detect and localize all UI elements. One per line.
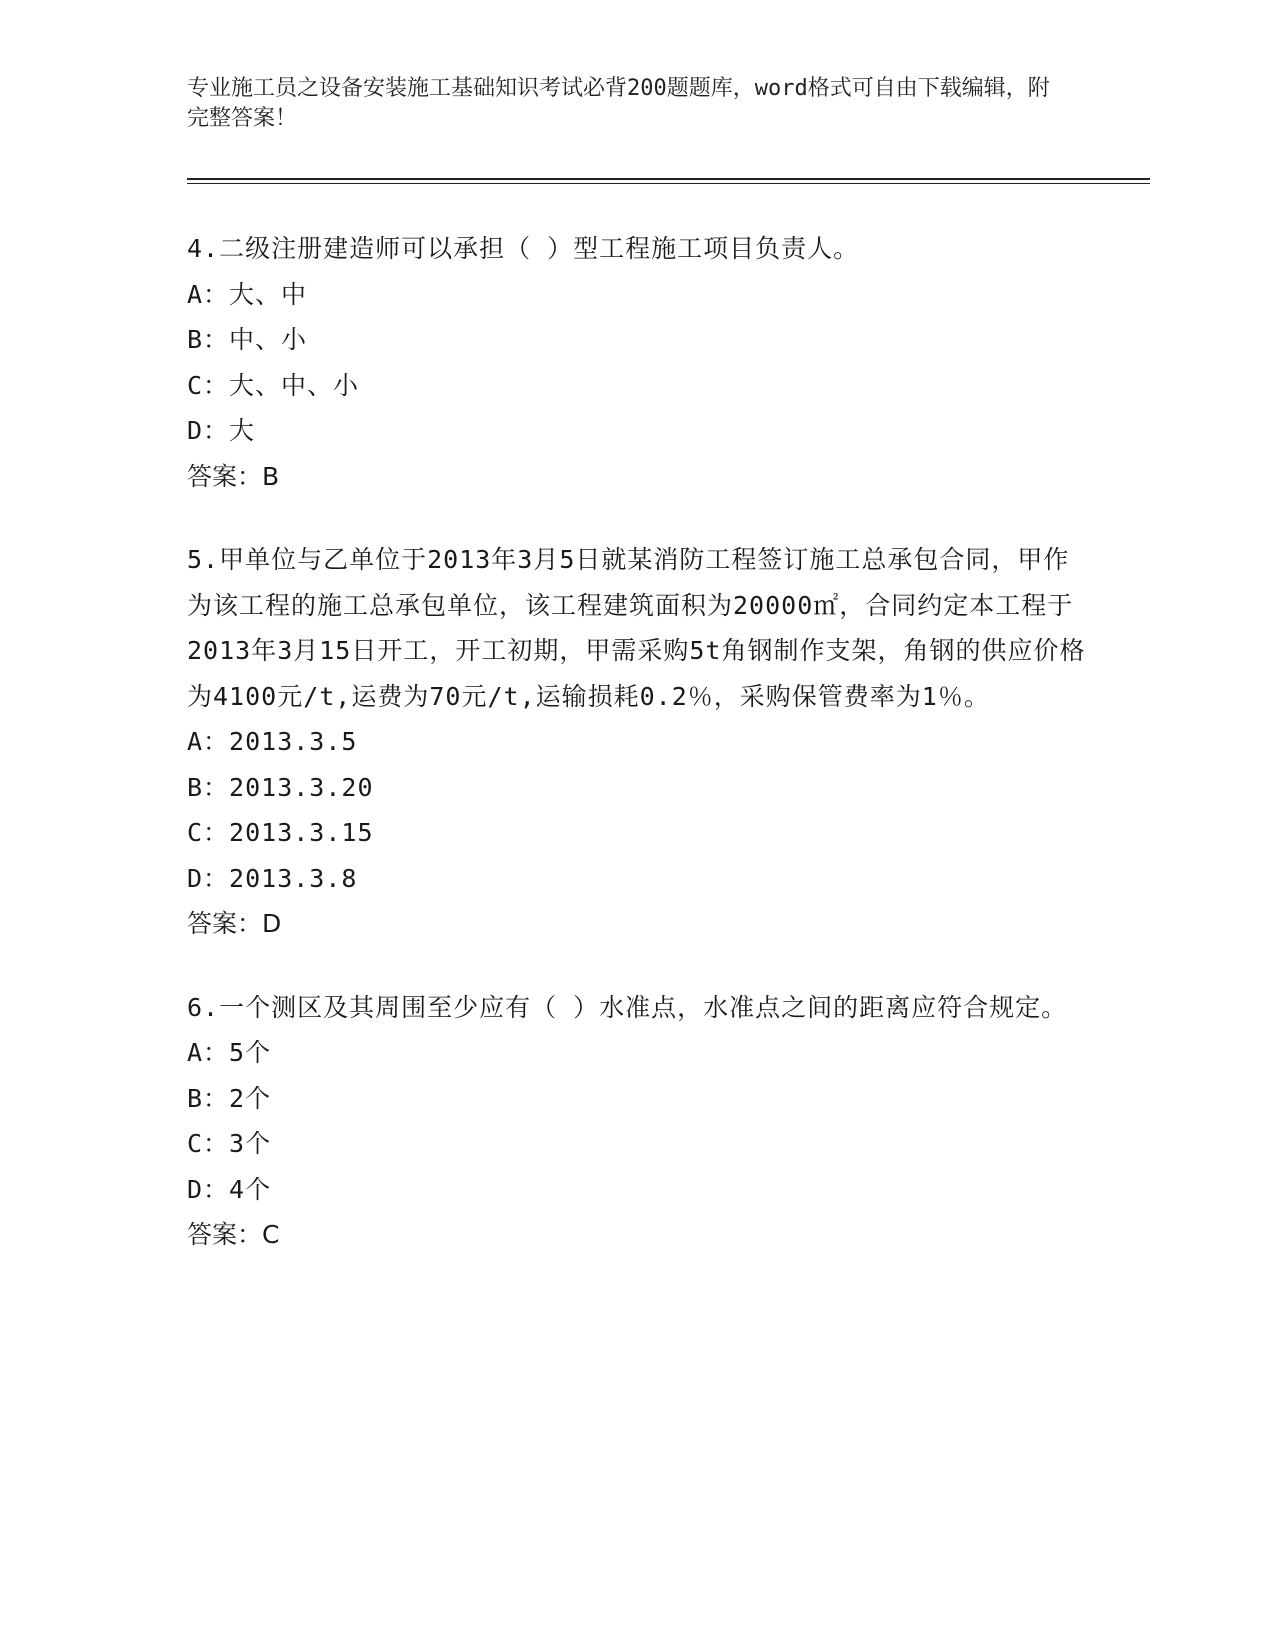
option-b: B：2013.3.20: [187, 772, 374, 802]
option-c: C：大、中、小: [187, 370, 360, 400]
header-divider-thick: [187, 178, 1150, 180]
question-text: 4.二级注册建造师可以承担（ ）型工程施工项目负责人。: [187, 234, 860, 263]
option-b: B：2个: [187, 1083, 272, 1113]
option-a: A：2013.3.5: [187, 727, 358, 756]
option-a: A：大、中: [187, 279, 308, 309]
question-text: 5.甲单位与乙单位于2013年3月5日就某消防工程签订施工总承包合同，甲作为该工程的施工总承包单位，该工程建筑面积为20000㎡，合同约定本工程于2013年3月15日开工，开工初期，甲需采购5t角钢制作支架，角钢的供应价格为4100元/t,运费为70元/t,运输损耗0.2％，采购保管费率为1％。: [187, 545, 1086, 711]
option-c: C：2013.3.15: [187, 818, 374, 847]
question-list: [187, 226, 1087, 1296]
header-divider-thin: [187, 183, 1150, 184]
answer-label: 答案：B: [187, 461, 280, 491]
question-text: 6.一个测区及其周围至少应有（ ）水准点，水准点之间的距离应符合规定。: [187, 992, 1068, 1022]
option-a: A：5个: [187, 1038, 272, 1067]
option-d: D：4个: [187, 1174, 272, 1204]
answer-label: 答案：C: [187, 1220, 280, 1249]
answer-label: 答案：D: [187, 909, 282, 938]
option-d: D：大: [187, 416, 256, 445]
option-c: C：3个: [187, 1129, 272, 1158]
document-header: 专业施工员之设备安装施工基础知识考试必背200题题库，word格式可自由下载编辑，附完整答案！: [187, 76, 1050, 131]
question-6: [187, 985, 1087, 1258]
option-b: B：中、小: [187, 325, 308, 354]
option-d: D：2013.3.8: [187, 863, 358, 893]
question-5: [187, 537, 1087, 947]
question-4: [187, 226, 1087, 499]
